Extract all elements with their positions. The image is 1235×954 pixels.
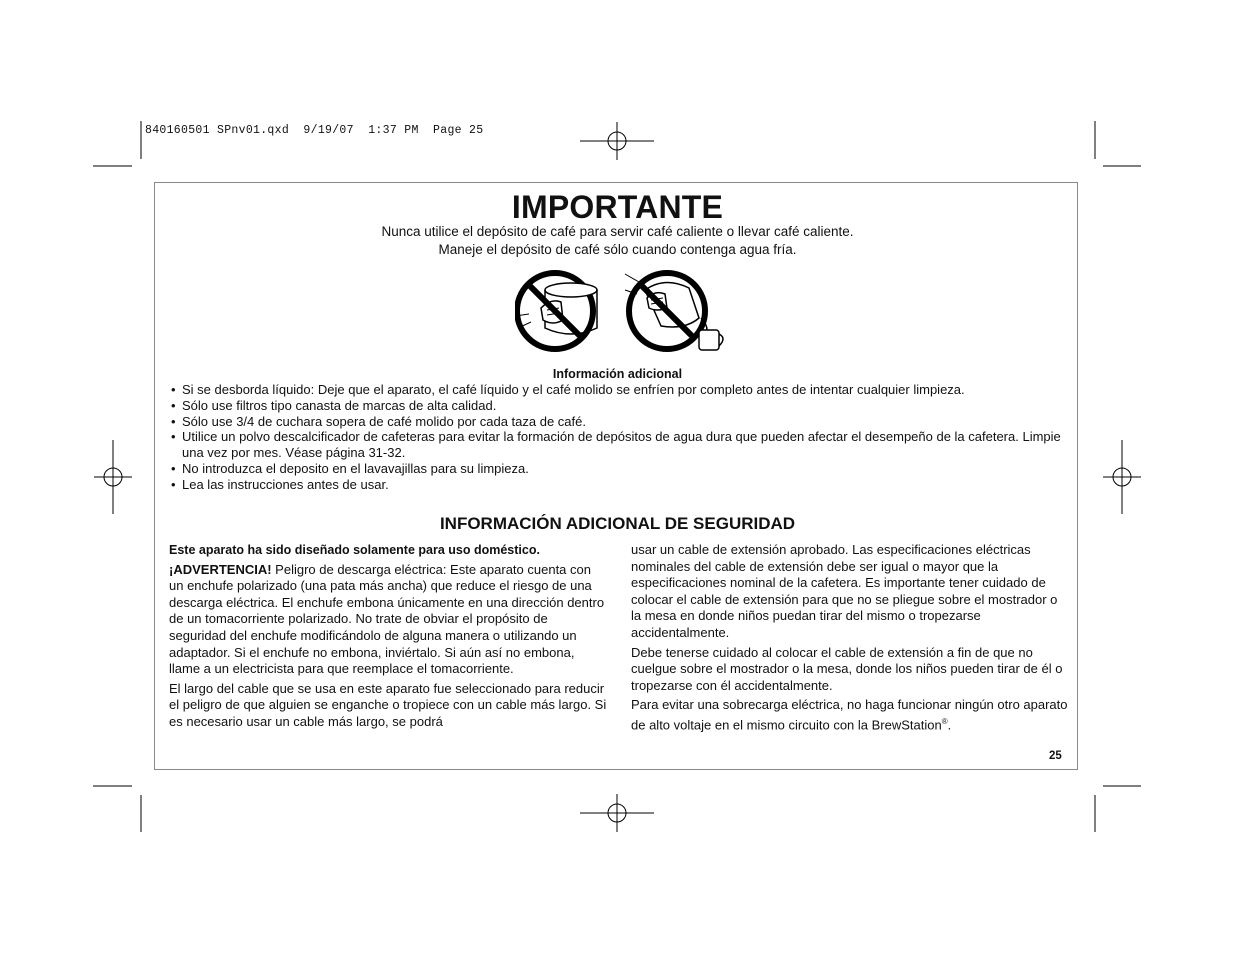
overload-end: . — [947, 717, 952, 733]
page-number: 25 — [1049, 750, 1062, 762]
extension-cord-paragraph: usar un cable de extensión aprobado. Las especificaciones eléctricas nominales del cable de extensión debe ser igual o mayor que la especificaciones nominal de la cafetera. Es importante tener cuidado de colocar el cable de extensión para que no se pliegue sobre el mostrador o la mesa en donde niños puedan tirar del mismo o tropezarse accidentalmente. — [631, 542, 1058, 640]
list-item: • Si se desborda líquido: Deje que el aparato, el café líquido y el café molido se enfríen por completo antes de intentar cualquier limpieza. — [171, 382, 1071, 398]
list-item: • Lea las instrucciones antes de usar. — [171, 477, 1071, 493]
overload-text: Para evitar una sobrecarga eléctrica, no haga funcionar ningún otro aparato de alto voltaje en el mismo circuito con la BrewStation — [631, 697, 1068, 733]
info-bullet-list — [171, 382, 1071, 493]
info-heading: Información adicional — [552, 367, 683, 381]
prohibited-hot-carafe-icon — [515, 273, 597, 349]
list-item: • No introduzca el deposito en el lavavajillas para su limpieza. — [171, 461, 1071, 477]
warning-line-1: Nunca utilice el depósito de café para servir café caliente o llevar café caliente. — [381, 224, 854, 239]
safety-heading: INFORMACIÓN ADICIONAL DE SEGURIDAD — [439, 514, 796, 533]
cord-paragraph: El largo del cable que se usa en este aparato fue seleccionado para reducir el peligro de que alguien se enganche o tropiece con un cable más largo. Si es necesario usar un cable más largo, se podrá — [169, 680, 607, 729]
warning-paragraph — [169, 562, 607, 678]
list-item: • Sólo use filtros tipo canasta de marcas de alta calidad. — [171, 398, 1071, 414]
warning-text: Peligro de descarga eléctrica: Este aparato cuenta con un enchufe polarizado (una pata más ancha) que reduce el riesgo de una descarga eléctrica. El enchufe embona únicamente en una dirección dentro de un tomacorriente polarizado. No trate de obviar el propósito de seguridad del enchufe modificándolo de alguna manera o utilizando un adaptador. Si el enchufe no embona, inviértalo. Si aún así no embona, llame a un electricista para que reemplace el tomacorriente. — [169, 561, 605, 677]
prohibited-pour-coffee-icon — [625, 273, 723, 350]
safety-column-right — [631, 542, 1071, 737]
safety-column-left — [169, 542, 607, 734]
registered-mark: ® — [941, 716, 948, 726]
warning-label: ¡ADVERTENCIA! — [169, 561, 272, 577]
list-item: • Sólo use 3/4 de cuchara sopera de café molido por cada taza de café. — [171, 414, 1071, 430]
prohibition-illustrations — [515, 268, 730, 358]
cord-placement-paragraph: Debe tenerse cuidado al colocar el cable de extensión a fin de que no cuelgue sobre el mostrador o la mesa, donde los niños pueden tirar de él o tropezarse con él accidentalmente. — [631, 644, 1063, 693]
page-title: IMPORTANTE — [511, 189, 724, 225]
file-slug: 840160501 SPnv01.qxd 9/19/07 1:37 PM Page 25 — [145, 124, 484, 137]
warning-line-2: Maneje el depósito de café sólo cuando contenga agua fría. — [438, 242, 797, 257]
household-use-note: Este aparato ha sido diseñado solamente para uso doméstico. — [169, 543, 540, 557]
list-item: • Utilice un polvo descalcificador de cafeteras para evitar la formación de depósitos de agua dura que pueden afectar el desempeño de la cafetera. Limpie una vez por mes. Véase página 31-32. — [171, 429, 1071, 461]
overload-paragraph — [631, 697, 1071, 734]
